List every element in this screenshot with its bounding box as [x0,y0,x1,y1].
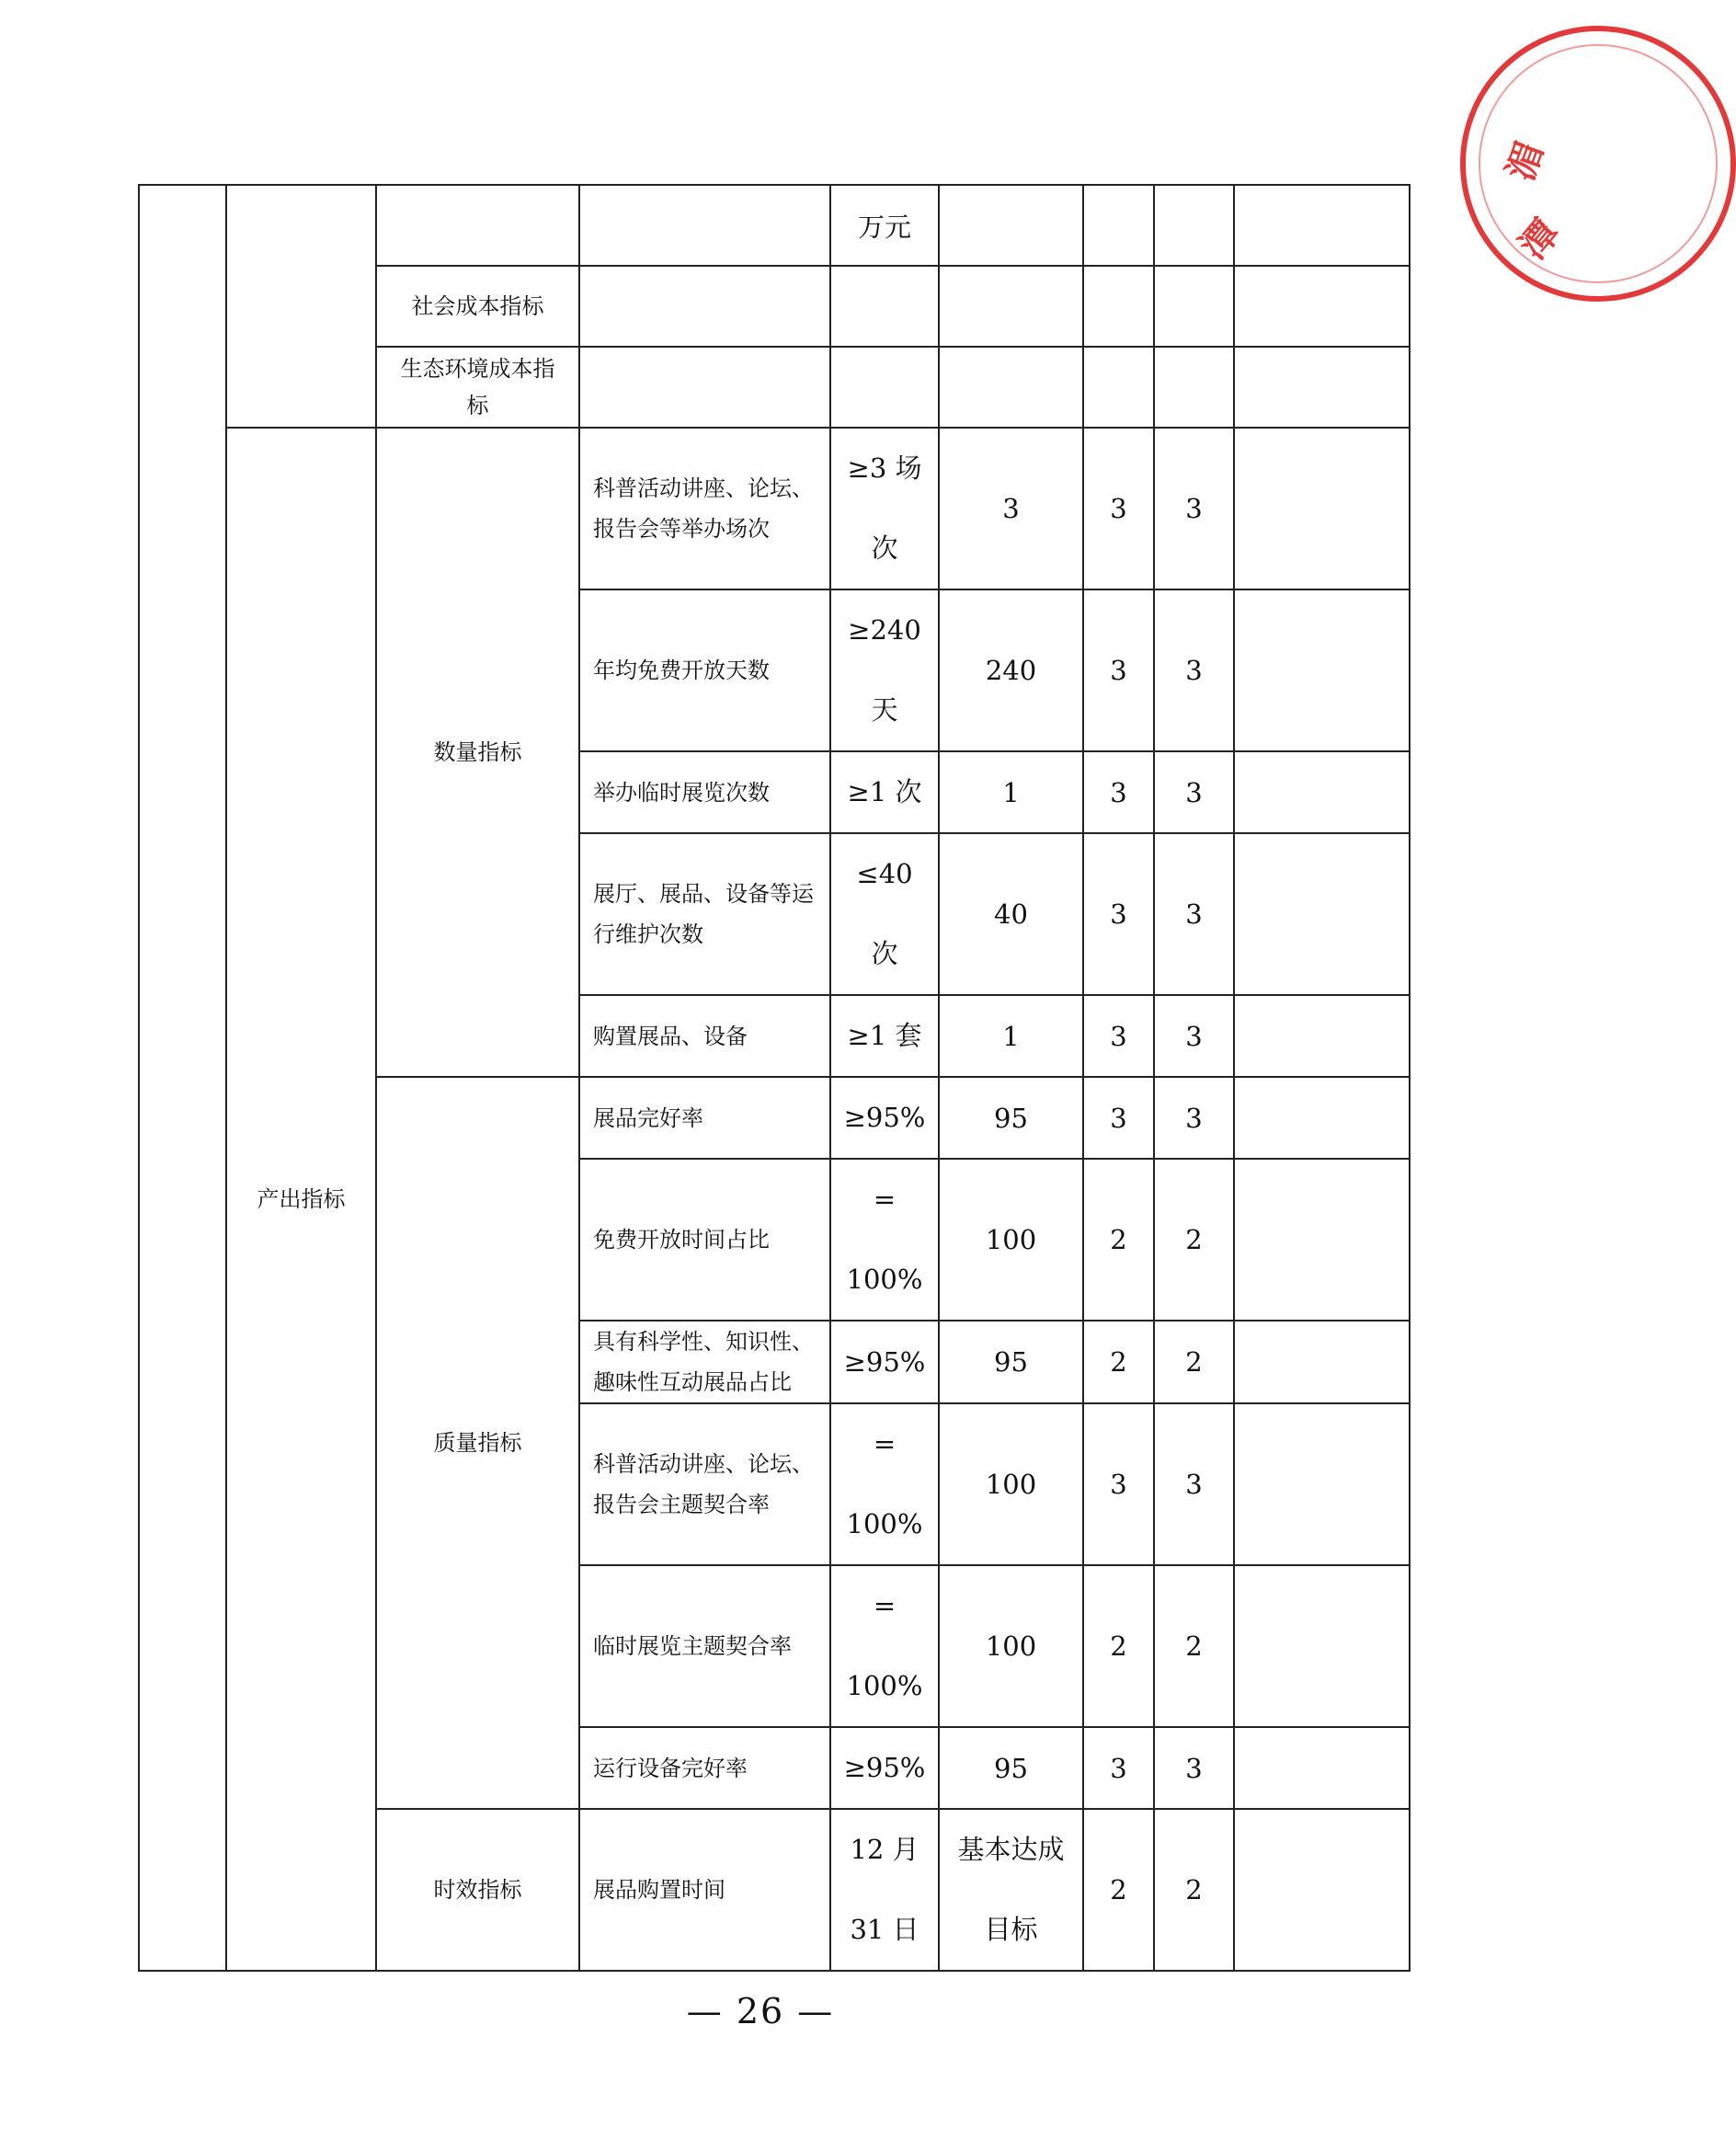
score-cell [1154,185,1234,266]
indicator-name-cell: 免费开放时间占比 [579,1159,830,1321]
actual-value-cell: 1 [939,995,1083,1077]
weight-cell [1083,347,1154,428]
note-cell [1234,833,1410,995]
note-cell [1234,589,1410,751]
weight-cell: 3 [1083,995,1154,1077]
actual-value-cell: 95 [939,1077,1083,1159]
level3-indicator-cell [376,185,579,266]
target-value-cell: ≥95% [830,1727,939,1809]
seal-character: 潭 [1512,212,1569,268]
note-cell [1234,185,1410,266]
indicator-name-cell: 具有科学性、知识性、 趣味性互动展品占比 [579,1321,830,1403]
target-value-cell [830,266,939,347]
target-value-cell: = 100% [830,1565,939,1727]
actual-value-cell: 95 [939,1727,1083,1809]
score-cell: 3 [1154,995,1234,1077]
actual-value-cell: 100 [939,1565,1083,1727]
indicator-name-cell: 展品完好率 [579,1077,830,1159]
score-cell: 3 [1154,1077,1234,1159]
actual-value-cell: 40 [939,833,1083,995]
target-value-cell: ≥3 场 次 [830,428,939,589]
note-cell [1234,1077,1410,1159]
level2-output-cell: 产出指标 [226,428,376,1971]
actual-value-cell [939,185,1083,266]
actual-value-cell [939,266,1083,347]
actual-value-cell: 95 [939,1321,1083,1403]
target-value-cell: ≥240 天 [830,589,939,751]
note-cell [1234,1403,1410,1565]
note-cell [1234,1809,1410,1971]
indicator-name-cell [579,185,830,266]
indicator-name-cell: 展厅、展品、设备等运 行维护次数 [579,833,830,995]
indicator-name-cell: 举办临时展览次数 [579,751,830,833]
target-value-cell: = 100% [830,1403,939,1565]
level2-cost-cell [226,185,376,428]
target-value-cell: ≤40 次 [830,833,939,995]
score-cell: 3 [1154,1403,1234,1565]
level3-quality-cell: 质量指标 [376,1077,579,1809]
target-value-cell [830,347,939,428]
indicator-name-cell: 年均免费开放天数 [579,589,830,751]
target-value-cell: ≥1 套 [830,995,939,1077]
note-cell [1234,428,1410,589]
actual-value-cell: 基本达成 目标 [939,1809,1083,1971]
actual-value-cell: 1 [939,751,1083,833]
indicator-name-cell: 科普活动讲座、论坛、 报告会等举办场次 [579,428,830,589]
target-value-cell: ≥95% [830,1321,939,1403]
official-seal-stamp [1460,26,1736,302]
score-cell: 2 [1154,1565,1234,1727]
actual-value-cell [939,347,1083,428]
score-cell: 3 [1154,833,1234,995]
note-cell [1234,995,1410,1077]
weight-cell: 3 [1083,428,1154,589]
score-cell: 3 [1154,1727,1234,1809]
indicator-name-cell: 运行设备完好率 [579,1727,830,1809]
indicator-name-cell: 科普活动讲座、论坛、 报告会主题契合率 [579,1403,830,1565]
weight-cell [1083,185,1154,266]
target-value-cell: 12 月 31 日 [830,1809,939,1971]
actual-value-cell: 240 [939,589,1083,751]
level3-indicator-cell: 生态环境成本指 标 [376,347,579,428]
weight-cell [1083,266,1154,347]
weight-cell: 3 [1083,833,1154,995]
note-cell [1234,1321,1410,1403]
performance-indicator-table [138,184,1410,1972]
level1-indicator-cell [139,185,226,1971]
weight-cell: 3 [1083,589,1154,751]
weight-cell: 2 [1083,1565,1154,1727]
actual-value-cell: 100 [939,1403,1083,1565]
seal-character: 湄 [1499,137,1552,187]
weight-cell: 2 [1083,1809,1154,1971]
weight-cell: 3 [1083,1403,1154,1565]
indicator-name-cell [579,347,830,428]
level3-indicator-cell: 社会成本指标 [376,266,579,347]
note-cell [1234,1727,1410,1809]
note-cell [1234,1565,1410,1727]
target-value-cell: ≥1 次 [830,751,939,833]
score-cell [1154,347,1234,428]
actual-value-cell: 3 [939,428,1083,589]
target-value-cell: ≥95% [830,1077,939,1159]
level3-quantity-cell: 数量指标 [376,428,579,1077]
weight-cell: 3 [1083,751,1154,833]
note-cell [1234,266,1410,347]
score-cell: 3 [1154,589,1234,751]
indicator-name-cell: 购置展品、设备 [579,995,830,1077]
weight-cell: 2 [1083,1321,1154,1403]
score-cell: 2 [1154,1159,1234,1321]
score-cell: 2 [1154,1321,1234,1403]
score-cell [1154,266,1234,347]
score-cell: 3 [1154,428,1234,589]
note-cell [1234,751,1410,833]
weight-cell: 3 [1083,1727,1154,1809]
weight-cell: 3 [1083,1077,1154,1159]
note-cell [1234,347,1410,428]
weight-cell: 2 [1083,1159,1154,1321]
level3-timeliness-cell: 时效指标 [376,1809,579,1971]
indicator-name-cell [579,266,830,347]
target-unit-cell: 万元 [830,185,939,266]
target-value-cell: = 100% [830,1159,939,1321]
indicator-name-cell: 展品购置时间 [579,1809,830,1971]
score-cell: 3 [1154,751,1234,833]
indicator-name-cell: 临时展览主题契合率 [579,1565,830,1727]
actual-value-cell: 100 [939,1159,1083,1321]
note-cell [1234,1159,1410,1321]
page-number: — 26 — [686,1991,835,2031]
score-cell: 2 [1154,1809,1234,1971]
